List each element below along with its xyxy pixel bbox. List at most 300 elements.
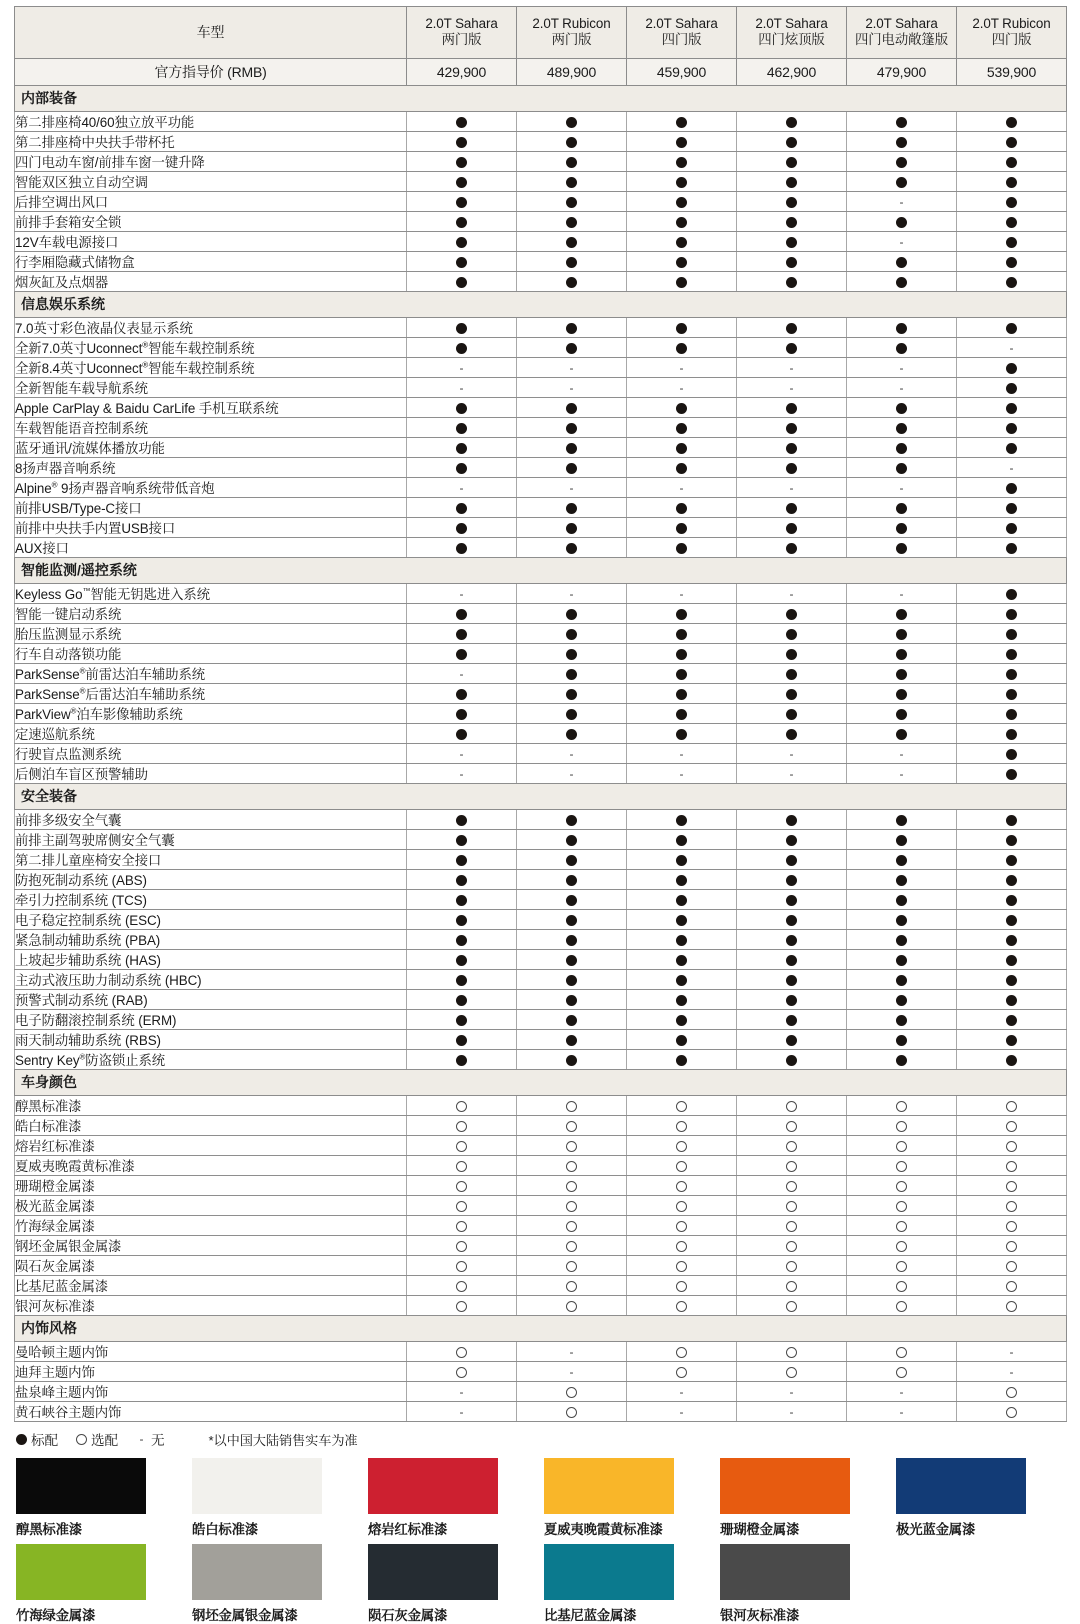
standard-dot-icon [566,423,577,434]
standard-dot-icon [786,855,797,866]
feature-value-cell [957,1176,1067,1196]
feature-value-cell [407,890,517,910]
feature-value-cell [627,1402,737,1422]
standard-dot-icon [676,257,687,268]
none-dash-icon: - [899,480,904,495]
standard-dot-icon [676,995,687,1006]
standard-dot-icon [896,835,907,846]
standard-dot-icon [786,403,797,414]
model-name: 2.0T Sahara [645,16,718,32]
feature-value-cell [517,272,627,292]
optional-circle-icon [786,1161,797,1172]
registered-mark-icon: ® [142,340,149,350]
feature-value-cell [627,810,737,830]
feature-label: Keyless Go™智能无钥匙进入系统 [15,584,407,604]
standard-dot-icon [456,935,467,946]
optional-circle-icon [1006,1121,1017,1132]
feature-value-cell [847,890,957,910]
none-dash-icon: - [459,360,464,375]
feature-value-cell [737,518,847,538]
feature-value-cell [517,744,627,764]
feature-value-cell [517,1136,627,1156]
table-row [15,1296,1067,1316]
optional-circle-icon [1006,1407,1017,1418]
color-name: 熔岩红标准漆 [368,1522,448,1537]
standard-dot-icon [566,709,577,720]
feature-value-cell [737,378,847,398]
optional-circle-icon [1006,1201,1017,1212]
optional-circle-icon [456,1201,467,1212]
table-row [15,378,1067,398]
optional-circle-icon [676,1241,687,1252]
feature-label: 夏威夷晚霞黄标准漆 [15,1156,407,1176]
standard-dot-icon [1006,835,1017,846]
standard-dot-icon [786,237,797,248]
feature-label: Apple CarPlay & Baidu CarLife 手机互联系统 [15,398,407,418]
feature-value-cell [407,1196,517,1216]
standard-dot-icon [1006,217,1017,228]
table-row [15,830,1067,850]
standard-dot-icon [786,935,797,946]
feature-value-cell [407,1030,517,1050]
feature-value-cell [737,1342,847,1362]
standard-dot-icon [676,197,687,208]
standard-dot-icon [896,995,907,1006]
section-header-row [15,784,1067,810]
feature-value-cell [517,1296,627,1316]
standard-dot-icon [566,523,577,534]
standard-dot-icon [896,157,907,168]
feature-value-cell [847,1156,957,1176]
feature-value-cell [847,724,957,744]
feature-value-cell [407,152,517,172]
standard-dot-icon [1006,729,1017,740]
none-dash-icon: - [569,380,574,395]
feature-value-cell [847,1196,957,1216]
color-swatch-grid [14,1458,1066,1624]
feature-value-cell [407,870,517,890]
standard-dot-icon [676,423,687,434]
feature-label: 第二排座椅中央扶手带杯托 [15,132,407,152]
none-dash-icon: - [459,1384,464,1399]
feature-value-cell [737,930,847,950]
standard-dot-icon [786,915,797,926]
feature-value-cell [407,272,517,292]
feature-value-cell [627,1176,737,1196]
feature-value-cell [737,252,847,272]
none-dash-icon: - [789,380,794,395]
standard-dot-icon [786,443,797,454]
feature-value-cell [627,112,737,132]
standard-dot-icon [1006,975,1017,986]
feature-value-cell [737,990,847,1010]
standard-dot-icon [1006,609,1017,620]
feature-value-cell [957,498,1067,518]
standard-dot-icon [1006,177,1017,188]
section-header-row [15,558,1067,584]
feature-value-cell [847,212,957,232]
feature-value-cell [957,1362,1067,1382]
feature-value-cell [517,1156,627,1176]
price-row-label: 官方指导价 (RMB) [15,59,407,86]
none-dash-icon: - [899,234,904,249]
standard-dot-icon [1006,157,1017,168]
standard-dot-icon [896,443,907,454]
feature-value-cell [627,910,737,930]
feature-value-cell [517,192,627,212]
standard-dot-icon [1006,895,1017,906]
feature-value-cell [737,830,847,850]
feature-value-cell [517,664,627,684]
feature-label: ParkSense®前雷达泊车辅助系统 [15,664,407,684]
feature-value-cell [517,1176,627,1196]
standard-dot-icon [786,975,797,986]
feature-value-cell [517,930,627,950]
model-variant: 四门版 [991,32,1032,47]
standard-dot-icon [676,1015,687,1026]
feature-value-cell [407,1116,517,1136]
optional-circle-icon [786,1281,797,1292]
legend-none [136,1429,165,1449]
standard-dot-icon [456,975,467,986]
optional-circle-icon [456,1221,467,1232]
optional-circle-icon [1006,1141,1017,1152]
feature-value-cell [627,704,737,724]
feature-value-cell [517,850,627,870]
standard-dot-icon [786,423,797,434]
feature-value-cell [627,584,737,604]
standard-dot-icon [1006,257,1017,268]
feature-value-cell [957,318,1067,338]
standard-dot-icon [676,443,687,454]
feature-value-cell [847,1010,957,1030]
model-name: 2.0T Sahara [755,16,828,32]
feature-value-cell [517,132,627,152]
none-dash-icon: - [139,1431,144,1446]
standard-dot-icon [1006,483,1017,494]
feature-label: 银河灰标准漆 [15,1296,407,1316]
optional-circle-icon [566,1387,577,1398]
feature-value-cell [517,970,627,990]
optional-circle-icon [786,1367,797,1378]
feature-value-cell [627,684,737,704]
table-row [15,1236,1067,1256]
none-dash-icon: - [679,480,684,495]
standard-dot-icon [676,403,687,414]
feature-value-cell [737,1116,847,1136]
feature-label: 全新7.0英寸Uconnect®智能车载控制系统 [15,338,407,358]
color-name: 皓白标准漆 [192,1522,258,1537]
none-dash-icon: - [569,766,574,781]
feature-value-cell [737,338,847,358]
standard-dot-icon [676,523,687,534]
feature-value-cell [517,1342,627,1362]
standard-dot-icon [456,955,467,966]
feature-value-cell [957,378,1067,398]
standard-dot-icon [786,323,797,334]
standard-dot-icon [676,689,687,700]
standard-dot-icon [1006,669,1017,680]
standard-dot-icon [896,543,907,554]
standard-dot-icon [676,463,687,474]
feature-label: 12V车载电源接口 [15,232,407,252]
feature-value-cell [737,132,847,152]
feature-value-cell [957,1276,1067,1296]
feature-value-cell [737,318,847,338]
feature-value-cell [627,850,737,870]
standard-dot-icon [896,523,907,534]
standard-dot-icon [1006,995,1017,1006]
feature-value-cell [407,518,517,538]
feature-value-cell [407,1216,517,1236]
feature-label: 前排USB/Type-C接口 [15,498,407,518]
standard-dot-icon [456,117,467,128]
optional-circle-icon [676,1141,687,1152]
optional-circle-icon [566,1181,577,1192]
optional-circle-icon [566,1241,577,1252]
standard-dot-icon [456,609,467,620]
standard-dot-icon [566,895,577,906]
feature-value-cell [847,910,957,930]
none-dash-icon: - [899,586,904,601]
feature-label: 全新8.4英寸Uconnect®智能车载控制系统 [15,358,407,378]
none-dash-icon: - [679,380,684,395]
model-variant: 两门版 [551,32,592,47]
feature-value-cell [627,1216,737,1236]
feature-value-cell [957,418,1067,438]
optional-circle-icon [786,1347,797,1358]
feature-value-cell [627,172,737,192]
none-dash-icon: - [679,1404,684,1419]
table-row [15,810,1067,830]
table-row [15,518,1067,538]
table-row [15,910,1067,930]
none-dash-icon: - [679,746,684,761]
feature-label: 前排多级安全气囊 [15,810,407,830]
feature-value-cell [847,1096,957,1116]
feature-value-cell [407,764,517,784]
standard-dot-icon [786,875,797,886]
feature-value-cell [627,1010,737,1030]
standard-dot-icon [896,895,907,906]
trademark-mark-icon: ™ [82,586,91,596]
color-name: 珊瑚橙金属漆 [720,1522,800,1537]
model-header-row [15,7,1067,59]
section-title: 信息娱乐系统 [15,292,1067,318]
feature-label: 比基尼蓝金属漆 [15,1276,407,1296]
table-row [15,970,1067,990]
color-swatch [720,1544,896,1624]
standard-dot-icon [456,217,467,228]
feature-value-cell [847,1116,957,1136]
none-dash-icon: - [679,360,684,375]
table-row [15,930,1067,950]
table-row [15,1362,1067,1382]
feature-value-cell [627,518,737,538]
standard-dot-icon [566,257,577,268]
feature-value-cell [517,910,627,930]
feature-value-cell [627,870,737,890]
feature-value-cell [957,584,1067,604]
feature-value-cell [517,644,627,664]
standard-dot-icon [676,729,687,740]
color-chip [192,1544,322,1600]
feature-value-cell [517,152,627,172]
standard-dot-icon [456,815,467,826]
feature-label: 四门电动车窗/前排车窗一键升降 [15,152,407,172]
optional-circle-icon [456,1347,467,1358]
standard-dot-icon [786,137,797,148]
standard-dot-icon [676,1055,687,1066]
table-row [15,1096,1067,1116]
feature-value-cell [407,744,517,764]
standard-dot-icon [566,197,577,208]
feature-value-cell [957,950,1067,970]
standard-dot-icon [786,277,797,288]
feature-value-cell [407,664,517,684]
optional-circle-icon [896,1241,907,1252]
table-row [15,744,1067,764]
feature-label: 防抱死制动系统 (ABS) [15,870,407,890]
standard-dot-icon [1006,523,1017,534]
feature-value-cell [627,950,737,970]
standard-dot-icon [896,343,907,354]
standard-dot-icon [456,855,467,866]
standard-dot-icon [896,503,907,514]
feature-label: 前排中央扶手内置USB接口 [15,518,407,538]
color-chip [720,1458,850,1514]
standard-dot-icon [456,463,467,474]
feature-value-cell [517,398,627,418]
standard-dot-icon [786,543,797,554]
optional-circle-icon [1006,1241,1017,1252]
color-chip [192,1458,322,1514]
table-row [15,152,1067,172]
section-title: 内部装备 [15,86,1067,112]
feature-value-cell [407,458,517,478]
feature-value-cell [627,1342,737,1362]
feature-value-cell [957,1156,1067,1176]
section-title: 安全装备 [15,784,1067,810]
feature-value-cell [957,112,1067,132]
feature-value-cell [957,538,1067,558]
standard-dot-icon [676,543,687,554]
feature-value-cell [627,644,737,664]
feature-value-cell [627,1096,737,1116]
feature-label: 后排空调出风口 [15,192,407,212]
color-name: 钢坯金属银金属漆 [192,1608,298,1623]
feature-value-cell [847,850,957,870]
feature-value-cell [407,538,517,558]
feature-label: 车载智能语音控制系统 [15,418,407,438]
feature-label: 雨天制动辅助系统 (RBS) [15,1030,407,1050]
feature-value-cell [737,1382,847,1402]
table-row [15,538,1067,558]
optional-circle-icon [456,1301,467,1312]
feature-value-cell [847,624,957,644]
color-swatch [16,1544,192,1624]
standard-dot-icon [566,609,577,620]
feature-value-cell [737,764,847,784]
feature-value-cell [627,212,737,232]
feature-value-cell [517,318,627,338]
feature-value-cell [407,950,517,970]
feature-label: 电子防翻滚控制系统 (ERM) [15,1010,407,1030]
feature-value-cell [627,192,737,212]
optional-circle-icon [896,1181,907,1192]
standard-dot-icon [786,117,797,128]
standard-dot-icon [786,669,797,680]
feature-value-cell [847,1136,957,1156]
feature-label: 极光蓝金属漆 [15,1196,407,1216]
feature-value-cell [407,990,517,1010]
standard-dot-icon [896,1015,907,1026]
feature-value-cell [407,1296,517,1316]
feature-value-cell [957,1296,1067,1316]
standard-dot-icon [566,403,577,414]
standard-dot-icon [786,177,797,188]
standard-dot-icon [1006,543,1017,554]
feature-value-cell [957,724,1067,744]
feature-value-cell [407,604,517,624]
optional-circle-icon [786,1241,797,1252]
table-row [15,458,1067,478]
feature-value-cell [847,644,957,664]
optional-circle-icon [896,1201,907,1212]
none-dash-icon: - [899,1404,904,1419]
feature-value-cell [847,664,957,684]
feature-value-cell [847,272,957,292]
optional-circle-icon [786,1261,797,1272]
standard-dot-icon [456,523,467,534]
color-swatch [16,1458,192,1538]
none-dash-icon: - [1009,1344,1014,1359]
feature-value-cell [627,378,737,398]
feature-value-cell [957,930,1067,950]
feature-value-cell [847,990,957,1010]
feature-value-cell [847,438,957,458]
feature-value-cell [957,850,1067,870]
standard-dot-icon [456,915,467,926]
feature-value-cell [957,458,1067,478]
feature-label: 行车自动落锁功能 [15,644,407,664]
standard-dot-icon [566,975,577,986]
feature-value-cell [737,538,847,558]
standard-dot-icon [896,323,907,334]
table-row [15,584,1067,604]
model-variant: 四门炫顶版 [758,32,825,47]
optional-circle-icon [896,1347,907,1358]
none-dash-icon: - [459,766,464,781]
feature-value-cell [737,970,847,990]
standard-dot-icon [676,1035,687,1046]
feature-value-cell [517,1116,627,1136]
feature-value-cell [517,232,627,252]
feature-value-cell [407,644,517,664]
feature-value-cell [517,724,627,744]
feature-label: 迪拜主题内饰 [15,1362,407,1382]
model-name: 2.0T Rubicon [532,16,611,32]
table-row [15,1010,1067,1030]
standard-dot-icon [566,835,577,846]
feature-value-cell [957,990,1067,1010]
optional-circle-icon [896,1367,907,1378]
standard-dot-icon [896,1055,907,1066]
feature-value-cell [737,604,847,624]
standard-dot-icon [896,855,907,866]
optional-circle-icon [896,1281,907,1292]
feature-value-cell [627,538,737,558]
